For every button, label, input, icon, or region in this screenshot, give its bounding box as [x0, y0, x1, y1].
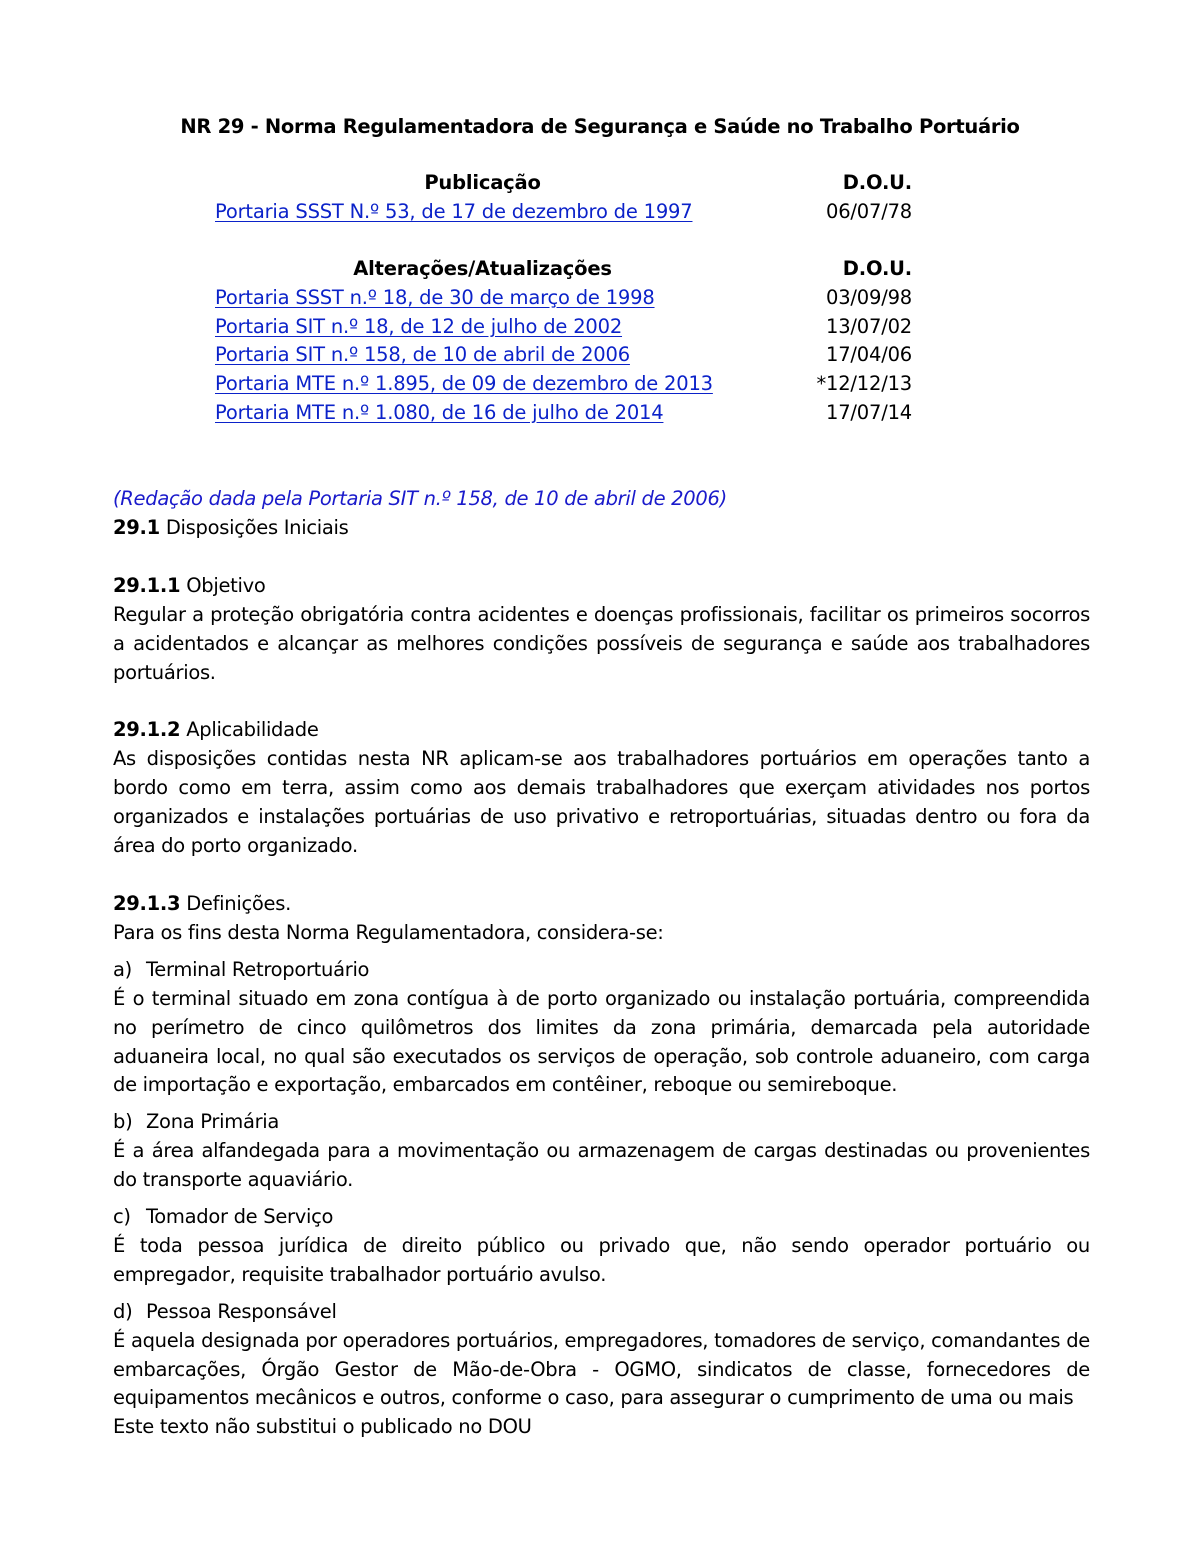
changes-date: 17/07/14	[826, 401, 912, 424]
changes-row	[215, 341, 912, 369]
document-body	[113, 485, 1090, 1442]
section-number: 29.1.3	[113, 891, 181, 915]
section-number: 29.1.1	[113, 573, 181, 597]
definition-term: Tomador de Serviço	[146, 1205, 334, 1229]
definition-text: É aquela designada por operadores portuários, empregadores, tomadores de serviço, comandantes de embarcações, Órgão Gestor de Mão-de-Obra - OGMO, sindicatos de classe, fornecedores de equipamentos mecânicos e outros, conforme o caso, para assegurar o cumprimento de uma ou mais	[113, 1328, 1090, 1410]
definition-label	[113, 1298, 1090, 1327]
section-29-1-3-heading	[113, 890, 1090, 919]
changes-row	[215, 370, 912, 398]
definition-letter: d)	[113, 1299, 133, 1323]
redacao-note: (Redação dada pela Portaria SIT n.º 158, de 10 de abril de 2006)	[113, 487, 727, 510]
section-number: 29.1	[113, 515, 160, 539]
definition-text: É o terminal situado em zona contígua à de porto organizado ou instalação portuária, compreendida no perímetro de cinco quilômetros dos limites da zona primária, demarcada pela autoridade aduaneira local, no qual são executados os serviços de operação, sob controle aduaneiro, com carga de importação e exportação, embarcados em contêiner, reboque ou semireboque.	[113, 986, 1090, 1097]
changes-link[interactable]: Portaria SIT n.º 158, de 10 de abril de 2006	[215, 343, 630, 366]
changes-row	[215, 313, 912, 341]
changes-dou-header: D.O.U.	[842, 257, 912, 280]
publication-header-label: Publicação	[424, 171, 541, 194]
publication-row	[215, 198, 912, 226]
section-29-1-1-text: Regular a proteção obrigatória contra acidentes e doenças profissionais, facilitar os primeiros socorros a acidentados e alcançar as melhores condições possíveis de segurança e saúde aos trabalhadores portuários.	[113, 602, 1090, 684]
definition-label	[113, 1203, 1090, 1232]
definition-term: Terminal Retroportuário	[146, 957, 370, 981]
section-title: Disposições Iniciais	[165, 515, 349, 539]
section-title: Objetivo	[186, 573, 266, 597]
changes-row	[215, 399, 912, 427]
definition-label	[113, 956, 1090, 985]
changes-link[interactable]: Portaria SSST n.º 18, de 30 de março de 1998	[215, 286, 655, 309]
section-29-1-1-heading	[113, 572, 1090, 601]
section-29-1-2-text: As disposições contidas nesta NR aplicam-se aos trabalhadores portuários em operações tanto a bordo como em terra, assim como aos demais trabalhadores que exerçam atividades nos portos organizados e instalações portuárias de uso privativo e retroportuárias, situadas dentro ou fora da área do porto organizado.	[113, 747, 1090, 858]
section-title: Definições.	[186, 891, 291, 915]
publication-dou-header: D.O.U.	[842, 171, 912, 194]
definition-letter: b)	[113, 1110, 133, 1134]
definition-term: Zona Primária	[146, 1110, 280, 1134]
changes-link[interactable]: Portaria MTE n.º 1.895, de 09 de dezembro de 2013	[215, 372, 713, 395]
changes-header-label: Alterações/Atualizações	[353, 257, 612, 280]
document-title: NR 29 - Norma Regulamentadora de Segurança e Saúde no Trabalho Portuário	[180, 115, 1020, 138]
section-29-1-2-heading	[113, 716, 1090, 745]
changes-date: 03/09/98	[826, 286, 912, 309]
page-footer-note: Este texto não substitui o publicado no DOU	[113, 1415, 532, 1439]
section-number: 29.1.2	[113, 718, 181, 742]
section-29-1-heading	[113, 514, 1090, 543]
changes-link[interactable]: Portaria SIT n.º 18, de 12 de julho de 2002	[215, 315, 623, 338]
definition-term: Pessoa Responsável	[146, 1299, 337, 1323]
changes-date: 13/07/02	[826, 315, 912, 338]
definition-text: É a área alfandegada para a movimentação ou armazenagem de cargas destinadas ou provenientes do transporte aquaviário.	[113, 1139, 1090, 1192]
publication-header	[215, 169, 912, 197]
definition-letter: a)	[113, 957, 132, 981]
definition-text: É toda pessoa jurídica de direito público ou privado que, não sendo operador portuário ou empregador, requisite trabalhador portuário avulso.	[113, 1233, 1090, 1286]
definition-letter: c)	[113, 1205, 131, 1229]
changes-row	[215, 284, 912, 312]
section-title: Aplicabilidade	[186, 718, 319, 742]
changes-header	[215, 255, 912, 283]
changes-link[interactable]: Portaria MTE n.º 1.080, de 16 de julho de 2014	[215, 401, 664, 424]
publication-date: 06/07/78	[826, 200, 912, 223]
publication-link[interactable]: Portaria SSST N.º 53, de 17 de dezembro de 1997	[215, 200, 693, 223]
changes-date: *12/12/13	[816, 372, 912, 395]
changes-date: 17/04/06	[826, 343, 912, 366]
section-29-1-3-intro: Para os fins desta Norma Regulamentadora, considera-se:	[113, 920, 664, 944]
definition-label	[113, 1108, 1090, 1137]
